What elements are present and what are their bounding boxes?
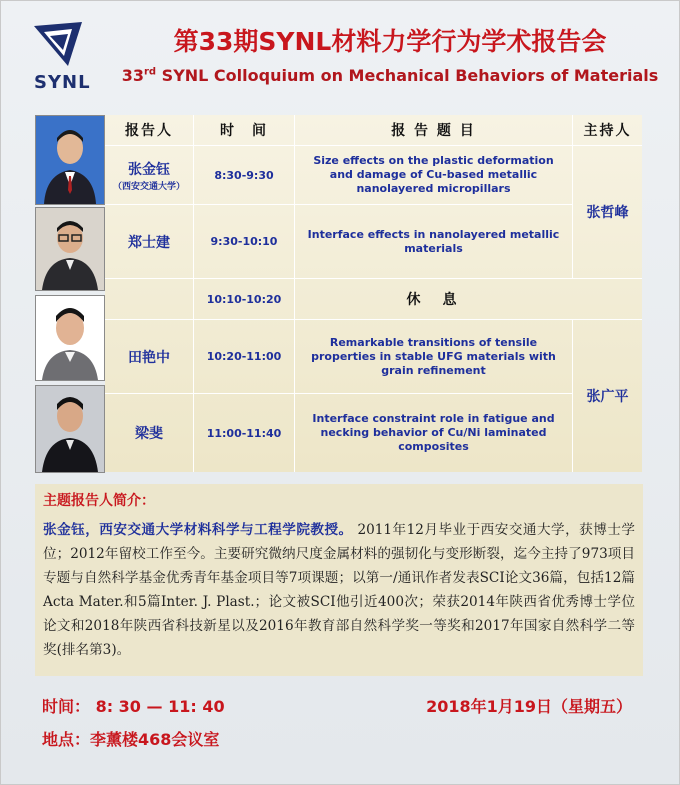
intro-heading: 主题报告人简介： — [43, 493, 155, 509]
break-time: 10:10-10:20 — [206, 292, 282, 306]
synl-logo — [30, 20, 100, 98]
intro-text: 2011年12月毕业于西安交通大学，获博士学位；2012年留校工作至今。主要研究微纳尺度金属材料的强韧化与变形断裂，迄今主持了973项目专题与自然科学基金优秀青年基金项目等7项课题；以第一/通讯作者发表SCI论文36篇，包括12篇Acta Mater.和5篇Inter. J. Plast.；论文被SCI他引近400次；荣获2014年陕西省优秀博士学位论文和2018年陕西省科技新星以及2016年教育部自然科学奖一等奖和2017年国家自然科学二等奖(排名第3)。 — [43, 522, 636, 658]
page-title: 第33期SYNL材料力学行为学术报告会 — [173, 27, 607, 56]
row-1-time: 8:30-9:30 — [214, 168, 274, 182]
chair-2: 张广平 — [586, 389, 629, 405]
row-2-time: 9:30-10:10 — [210, 235, 278, 248]
intro-body — [43, 518, 635, 662]
row-4-title: Remarkable transitions of tensile properties in stable UFG materials with grain refinement — [311, 335, 556, 377]
logo-text: SYNL — [34, 72, 91, 93]
subtitle-text: SYNL Colloquium on Mechanical Behaviors of Materials — [156, 66, 659, 85]
speaker-photo-4 — [35, 385, 105, 473]
row-2-title: Interface effects in nanolayered metallic materials — [307, 227, 560, 255]
break-speaker-empty — [105, 279, 193, 319]
row-4-time: 10:20-11:00 — [206, 350, 282, 363]
row-1-title: Size effects on the plastic deformation and damage of Cu-based metallic nanolayered micropillars — [313, 154, 554, 195]
speaker-photo-3 — [35, 295, 105, 381]
event-time: 时间： 8: 30 — 11: 40 — [42, 697, 225, 716]
grid-line — [572, 115, 573, 279]
header-chair: 主持人 — [583, 123, 632, 139]
row-5-title: Interface constraint role in fatigue and necking behavior of Cu/Ni laminated composites — [312, 412, 555, 453]
header-time: 时 间 — [220, 123, 268, 139]
row-4-speaker: 田艳中 — [128, 349, 170, 366]
schedule-table — [105, 115, 642, 472]
speaker-photo-2 — [35, 207, 105, 291]
grid-line — [105, 319, 642, 320]
row-2-speaker: 郑士建 — [128, 234, 170, 251]
grid-line — [294, 115, 295, 472]
grid-line — [105, 278, 642, 279]
grid-line — [572, 320, 573, 472]
header-title: 报 告 题 目 — [391, 123, 476, 139]
chair-1: 张哲峰 — [586, 205, 629, 221]
row-1-speaker — [105, 146, 193, 204]
person-icon — [36, 296, 104, 380]
grid-line — [105, 393, 572, 394]
page-subtitle — [110, 66, 670, 85]
person-icon — [36, 116, 104, 204]
header-speaker: 报告人 — [125, 123, 173, 139]
synl-logo-icon — [30, 20, 90, 72]
event-date: 2018年1月19日（星期五） — [426, 697, 632, 716]
grid-line — [105, 204, 572, 205]
grid-line — [105, 145, 642, 146]
person-icon — [36, 386, 104, 472]
grid-line — [193, 115, 194, 472]
person-icon — [36, 208, 104, 290]
row-5-speaker: 梁斐 — [135, 426, 163, 442]
subtitle-number: 33 — [121, 66, 144, 85]
row-5-time: 11:00-11:40 — [206, 426, 282, 440]
subtitle-ordinal: rd — [144, 66, 157, 78]
break-label: 休 息 — [406, 292, 461, 308]
intro-lead: 张金钰，西安交通大学材料科学与工程学院教授。 — [43, 522, 353, 538]
speaker-name: 张金钰 — [128, 161, 170, 178]
speaker-photo-1 — [35, 115, 105, 205]
event-place: 地点：李薰楼468会议室 — [42, 730, 220, 749]
speaker-affiliation: （西安交通大学） — [112, 181, 185, 192]
speaker-intro — [35, 484, 643, 676]
